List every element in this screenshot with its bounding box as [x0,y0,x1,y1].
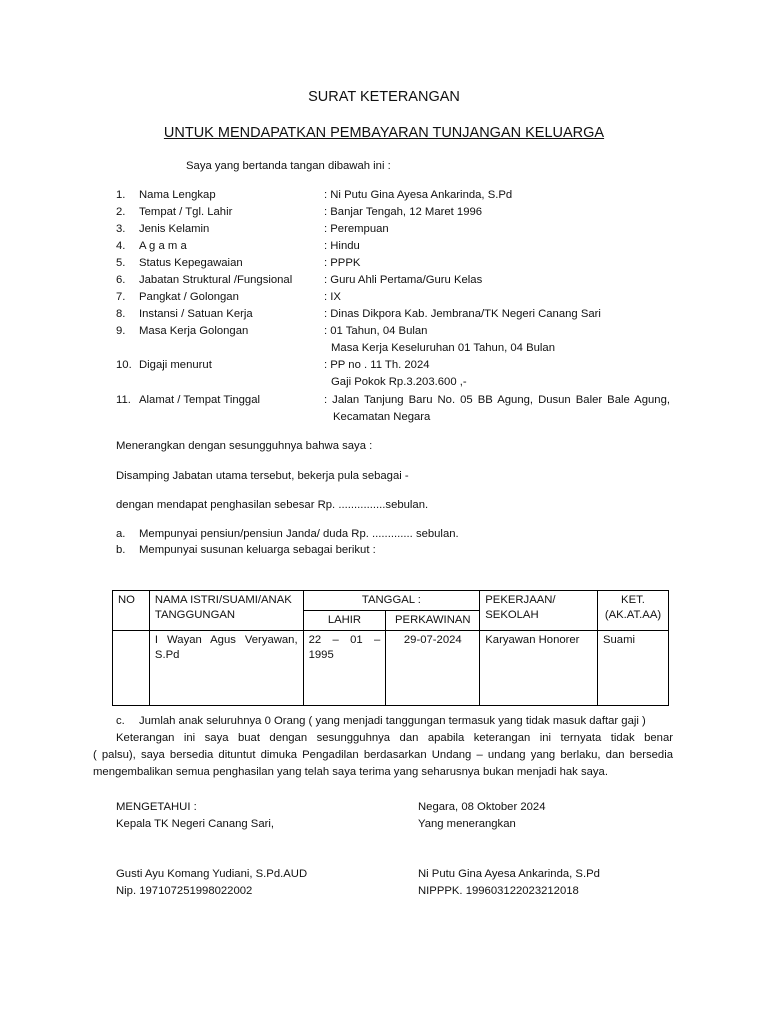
column-header-born: LAHIR [303,611,386,631]
side-job-text: Disamping Jabatan utama tersebut, bekerja pula sebagai - [116,470,409,482]
field-label: Tempat / Tgl. Lahir [139,206,233,218]
field-label: Jabatan Struktural /Fungsional [139,274,293,286]
field-number: 11. [116,394,131,406]
field-value-continued: Gaji Pokok Rp.3.203.600 ,- [331,376,467,388]
table-row [113,631,669,706]
column-header-married: PERKAWINAN [386,611,480,631]
field-value: : Hindu [324,240,360,252]
field-number: 9. [116,325,126,337]
field-label: Pangkat / Golongan [139,291,239,303]
field-value-continued: Masa Kerja Keseluruhan 01 Tahun, 04 Bulan [331,342,556,354]
document-title: SURAT KETERANGAN [308,89,460,105]
column-header-job: PEKERJAAN/ SEKOLAH [480,591,598,631]
cell-job: Karyawan Honorer [480,631,598,706]
field-value: : PPPK [324,257,361,269]
field-value: : Perempuan [324,223,389,235]
point-text: Mempunyai pensiun/pensiun Janda/ duda Rp. ............. sebulan. [139,528,459,540]
column-header-no: NO [113,591,150,631]
signer-name: Gusti Ayu Komang Yudiani, S.Pd.AUD [116,868,308,880]
signer-role: Kepala TK Negeri Canang Sari, [116,818,275,830]
field-number: 10. [116,359,132,371]
point-marker: c. [116,715,125,727]
field-number: 8. [116,308,126,320]
column-header-date: TANGGAL : [303,591,480,611]
field-label: Alamat / Tempat Tinggal [139,394,260,406]
intro-text: Saya yang bertanda tangan dibawah ini : [186,160,391,172]
field-value: : Guru Ahli Pertama/Guru Kelas [324,274,483,286]
field-value: : PP no . 11 Th. 2024 [324,359,430,371]
signer-id: NIPPPK. 199603122023212018 [418,885,579,897]
field-label: Jenis Kelamin [139,223,210,235]
signer-name: Ni Putu Gina Ayesa Ankarinda, S.Pd [418,868,600,880]
closing-paragraph-line: Keterangan ini saya buat dengan sesungguhnya dan apabila keterangan ini ternyata tidak benar [116,732,673,744]
field-number: 7. [116,291,126,303]
field-value: : IX [324,291,341,303]
closing-paragraph-line: ( palsu), saya bersedia dituntut dimuka Pengadilan berdasarkan Undang – undang yang berlaku, dan bersedia [93,749,673,761]
field-value-continued: Kecamatan Negara [333,411,431,423]
field-label: Status Kepegawaian [139,257,243,269]
field-label: Nama Lengkap [139,189,216,201]
statement-text: Menerangkan dengan sesungguhnya bahwa saya : [116,440,373,452]
cell-no [113,631,150,706]
point-marker: b. [116,544,126,556]
place-date: Negara, 08 Oktober 2024 [418,801,546,813]
field-label: Instansi / Satuan Kerja [139,308,253,320]
field-number: 4. [116,240,126,252]
field-value: : Dinas Dikpora Kab. Jembrana/TK Negeri Canang Sari [324,308,601,320]
field-number: 1. [116,189,126,201]
field-number: 6. [116,274,126,286]
family-table [112,590,669,706]
point-text: Mempunyai susunan keluarga sebagai berikut : [139,544,376,556]
point-text: Jumlah anak seluruhnya 0 Orang ( yang menjadi tanggungan termasuk yang tidak masuk daftar gaji ) [139,715,646,727]
field-value: : Jalan Tanjung Baru No. 05 BB Agung, Dusun Baler Bale Agung, [324,394,670,406]
field-value: : Ni Putu Gina Ayesa Ankarinda, S.Pd [324,189,513,201]
table-header-row [113,591,669,611]
field-label: A g a m a [139,240,187,252]
signer-role: Yang menerangkan [418,818,516,830]
field-number: 2. [116,206,126,218]
field-label: Digaji menurut [139,359,212,371]
field-value: : 01 Tahun, 04 Bulan [324,325,428,337]
document-subtitle: UNTUK MENDAPATKAN PEMBAYARAN TUNJANGAN KELUARGA [163,125,605,141]
field-label: Masa Kerja Golongan [139,325,249,337]
column-header-ket: KET. (AK.AT.AA) [597,591,668,631]
cell-married: 29-07-2024 [386,631,480,706]
field-number: 5. [116,257,126,269]
point-marker: a. [116,528,126,540]
column-header-name: NAMA ISTRI/SUAMI/ANAK TANGGUNGAN [149,591,303,631]
field-number: 3. [116,223,126,235]
acknowledgement-label: MENGETAHUI : [116,801,197,813]
signer-id: Nip. 197107251998022002 [116,885,253,897]
income-text: dengan mendapat penghasilan sebesar Rp. ...............sebulan. [116,499,429,511]
field-value: : Banjar Tengah, 12 Maret 1996 [324,206,483,218]
cell-name: I Wayan Agus Veryawan, S.Pd [149,631,303,706]
cell-born: 22 – 01 – 1995 [303,631,386,706]
closing-paragraph-line: mengembalikan semua penghasilan yang telah saya terima yang seharusnya bukan menjadi hak saya. [93,766,608,778]
cell-ket: Suami [597,631,668,706]
